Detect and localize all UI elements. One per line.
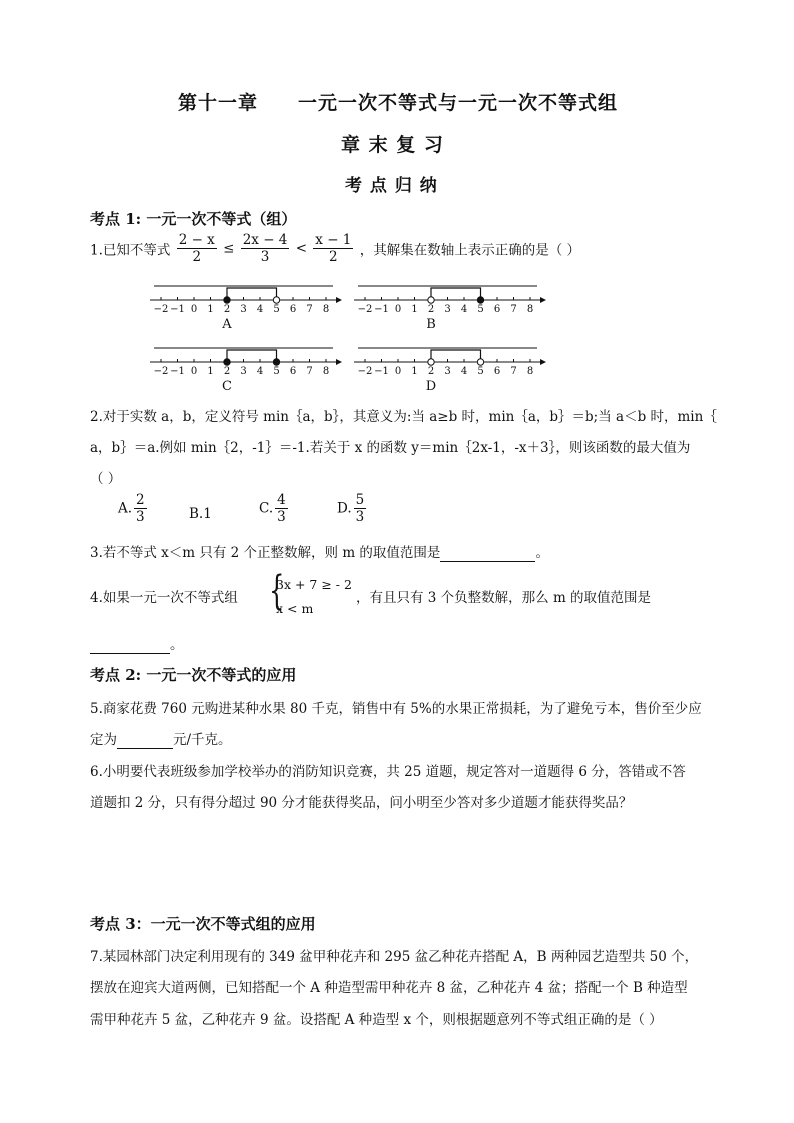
q1-fraction-1 bbox=[177, 232, 217, 265]
q5-line-2 bbox=[90, 728, 232, 749]
summary-heading: 考 点 归 纳 bbox=[345, 176, 438, 196]
tick-label: 1 bbox=[411, 304, 418, 315]
tick-label: 4 bbox=[460, 366, 468, 377]
q7-line-2: 摆放在迎宾大道两侧，已知搭配一个 A 种造型需甲种花卉 8 盆，乙种花卉 4 盆；搭配一个 B 种造型 bbox=[90, 980, 688, 996]
axis-arrow bbox=[336, 359, 342, 365]
q4-equation-2: x < m bbox=[276, 601, 314, 616]
solution-bracket bbox=[431, 288, 481, 300]
section-1-title: 考点 1: 一元一次不等式（组） bbox=[90, 210, 297, 228]
q5-answer-blank[interactable] bbox=[117, 732, 173, 749]
tick-label: 3 bbox=[240, 366, 247, 377]
tick-label: 3 bbox=[444, 366, 451, 377]
q3-text: 3.若不等式 x＜m 只有 2 个正整数解，则 m 的取值范围是 bbox=[90, 545, 441, 561]
q1-op1: ≤ bbox=[223, 240, 235, 257]
tick-label: −1 bbox=[170, 366, 185, 377]
number-line-c bbox=[150, 348, 342, 393]
q2-option-d-num: 5 bbox=[355, 492, 365, 508]
number-line-d bbox=[354, 348, 546, 393]
q1-f3-num: x − 1 bbox=[315, 232, 352, 248]
tick-label: 1 bbox=[207, 304, 214, 315]
tick-label: 2 bbox=[223, 304, 231, 315]
q4-answer-line bbox=[90, 633, 184, 654]
tick-label: 2 bbox=[427, 304, 435, 315]
endpoint-left bbox=[224, 359, 230, 365]
tick-label: 0 bbox=[190, 304, 198, 315]
axis-arrow bbox=[540, 359, 546, 365]
solution-bracket bbox=[227, 288, 277, 300]
q1-fraction-2 bbox=[241, 232, 290, 265]
q4-end: 。 bbox=[170, 637, 184, 653]
q2-option-a bbox=[118, 492, 149, 525]
q1-f2-num: 2x − 4 bbox=[242, 232, 288, 248]
q7-line-1: 7.某园林部门决定利用现有的 349 盆甲种花卉和 295 盆乙种花卉搭配 A，B 两种园艺造型共 50 个， bbox=[90, 949, 699, 965]
review-heading: 章 末 复 习 bbox=[341, 134, 444, 156]
tick-label: 2 bbox=[427, 366, 435, 377]
tick-label: 5 bbox=[477, 304, 484, 315]
tick-label: 4 bbox=[460, 304, 468, 315]
tick-label: 4 bbox=[256, 366, 264, 377]
figure-label: A bbox=[222, 317, 232, 332]
q2-option-a-num: 2 bbox=[136, 492, 145, 508]
q5-line-2-post: 元/千克。 bbox=[173, 732, 232, 748]
q2-option-c-label: C. bbox=[259, 500, 274, 517]
endpoint-left bbox=[428, 359, 434, 365]
q2-option-c-den: 3 bbox=[277, 509, 286, 525]
number-line-b bbox=[354, 286, 546, 332]
tick-label: 0 bbox=[394, 304, 402, 315]
tick-label: −2 bbox=[153, 366, 169, 377]
endpoint-right bbox=[477, 297, 483, 303]
q3-answer-blank[interactable] bbox=[440, 545, 535, 562]
q1-suffix: ，其解集在数轴上表示正确的是（ ） bbox=[359, 242, 580, 259]
q6-line-2: 道题扣 2 分，只有得分超过 90 分才能获得奖品，问小明至少答对多少道题才能获得奖品？ bbox=[90, 795, 633, 811]
q3-end: 。 bbox=[535, 545, 549, 561]
q4-brace: { bbox=[269, 568, 285, 614]
tick-label: −2 bbox=[357, 304, 373, 315]
q2-option-d-den: 3 bbox=[355, 509, 365, 525]
axis-arrow bbox=[540, 297, 546, 303]
q4-equation-1: 3x + 7 ≥ - 2 bbox=[276, 577, 352, 592]
figure-label: C bbox=[222, 379, 232, 393]
number-line-figures bbox=[140, 278, 550, 393]
tick-label: 5 bbox=[273, 304, 280, 315]
q1-op2: < bbox=[295, 240, 307, 257]
q5-line-1: 5.商家花费 760 元购进某种水果 80 千克，销售中有 5%的水果正常损耗，为了避免亏本，售价至少应 bbox=[90, 701, 702, 717]
tick-label: 7 bbox=[306, 366, 313, 377]
q2-option-c-num: 4 bbox=[277, 492, 286, 508]
endpoint-left bbox=[224, 297, 230, 303]
endpoint-right bbox=[273, 359, 279, 365]
q1-f1-den: 2 bbox=[192, 249, 202, 265]
axis-arrow bbox=[336, 297, 342, 303]
q2-line-1: 2.对于实数 a，b，定义符号 min｛a，b｝，其意义为:当 a≥b 时，min｛a，b｝＝b;当 a＜b 时，min｛ bbox=[90, 409, 717, 425]
tick-label: 1 bbox=[207, 366, 214, 377]
tick-label: 8 bbox=[322, 304, 330, 315]
q2-option-b: B.1 bbox=[189, 506, 212, 522]
tick-label: 5 bbox=[477, 366, 484, 377]
chapter-number: 第十一章 bbox=[178, 92, 259, 114]
q2-option-d-label: D. bbox=[337, 500, 352, 517]
q2-line-2: a，b｝＝a.例如 min｛2，-1｝＝-1.若关于 x 的函数 y＝min｛2x-1，-x＋3｝，则该函数的最大值为 bbox=[90, 440, 691, 456]
q7-line-3: 需甲种花卉 5 盆，乙种花卉 9 盆。设搭配 A 种造型 x 个，则根据题意列不等式组正确的是（ ） bbox=[90, 1012, 663, 1028]
tick-label: −1 bbox=[170, 304, 185, 315]
tick-label: −1 bbox=[374, 366, 389, 377]
tick-label: 0 bbox=[190, 366, 198, 377]
number-line-a bbox=[150, 286, 342, 332]
q2-option-a-den: 3 bbox=[136, 509, 145, 525]
q4-answer-blank[interactable] bbox=[90, 637, 170, 654]
q2-line-3: （ ） bbox=[90, 471, 122, 487]
tick-label: 4 bbox=[256, 304, 264, 315]
q1-f1-num: 2 − x bbox=[178, 232, 215, 248]
tick-label: 7 bbox=[306, 304, 313, 315]
tick-label: 6 bbox=[289, 366, 297, 377]
section-3-title: 考点 3：一元一次不等式组的应用 bbox=[90, 915, 316, 933]
tick-label: 1 bbox=[411, 366, 418, 377]
q4-prefix: 4.如果一元一次不等式组 bbox=[90, 590, 238, 606]
tick-label: −2 bbox=[153, 304, 169, 315]
tick-label: 6 bbox=[493, 366, 501, 377]
endpoint-right bbox=[477, 359, 483, 365]
tick-label: 8 bbox=[526, 366, 534, 377]
chapter-title: 一元一次不等式与一元一次不等式组 bbox=[298, 92, 619, 114]
section-2-title: 考点 2: 一元一次不等式的应用 bbox=[90, 666, 297, 684]
tick-label: 8 bbox=[526, 304, 534, 315]
solution-bracket bbox=[431, 350, 481, 362]
tick-label: 6 bbox=[289, 304, 297, 315]
tick-label: 7 bbox=[510, 304, 517, 315]
tick-label: 3 bbox=[444, 304, 451, 315]
tick-label: 8 bbox=[322, 366, 330, 377]
figure-label: B bbox=[426, 317, 436, 332]
q4-suffix: ，有且只有 3 个负整数解，那么 m 的取值范围是 bbox=[356, 590, 652, 606]
solution-bracket bbox=[227, 350, 277, 362]
figure-label: D bbox=[425, 379, 437, 393]
tick-label: 5 bbox=[273, 366, 280, 377]
question-3 bbox=[90, 541, 549, 562]
q5-line-2-pre: 定为 bbox=[90, 732, 117, 748]
tick-label: −2 bbox=[357, 366, 373, 377]
tick-label: −1 bbox=[374, 304, 389, 315]
q2-option-d bbox=[337, 492, 368, 525]
tick-label: 3 bbox=[240, 304, 247, 315]
q1-prefix: 1.已知不等式 bbox=[90, 242, 171, 259]
q1-fraction-3 bbox=[313, 232, 353, 265]
tick-label: 7 bbox=[510, 366, 517, 377]
q6-line-1: 6.小明要代表班级参加学校举办的消防知识竞赛，共 25 道题，规定答对一道题得 6 分，答错或不答 bbox=[90, 764, 686, 780]
endpoint-right bbox=[273, 297, 279, 303]
q2-option-c bbox=[259, 492, 290, 525]
endpoint-left bbox=[428, 297, 434, 303]
q1-f3-den: 2 bbox=[329, 249, 338, 265]
q2-option-a-label: A. bbox=[118, 500, 133, 517]
tick-label: 0 bbox=[394, 366, 402, 377]
question-1 bbox=[90, 232, 580, 265]
q1-f2-den: 3 bbox=[260, 249, 270, 265]
tick-label: 6 bbox=[493, 304, 501, 315]
tick-label: 2 bbox=[223, 366, 231, 377]
